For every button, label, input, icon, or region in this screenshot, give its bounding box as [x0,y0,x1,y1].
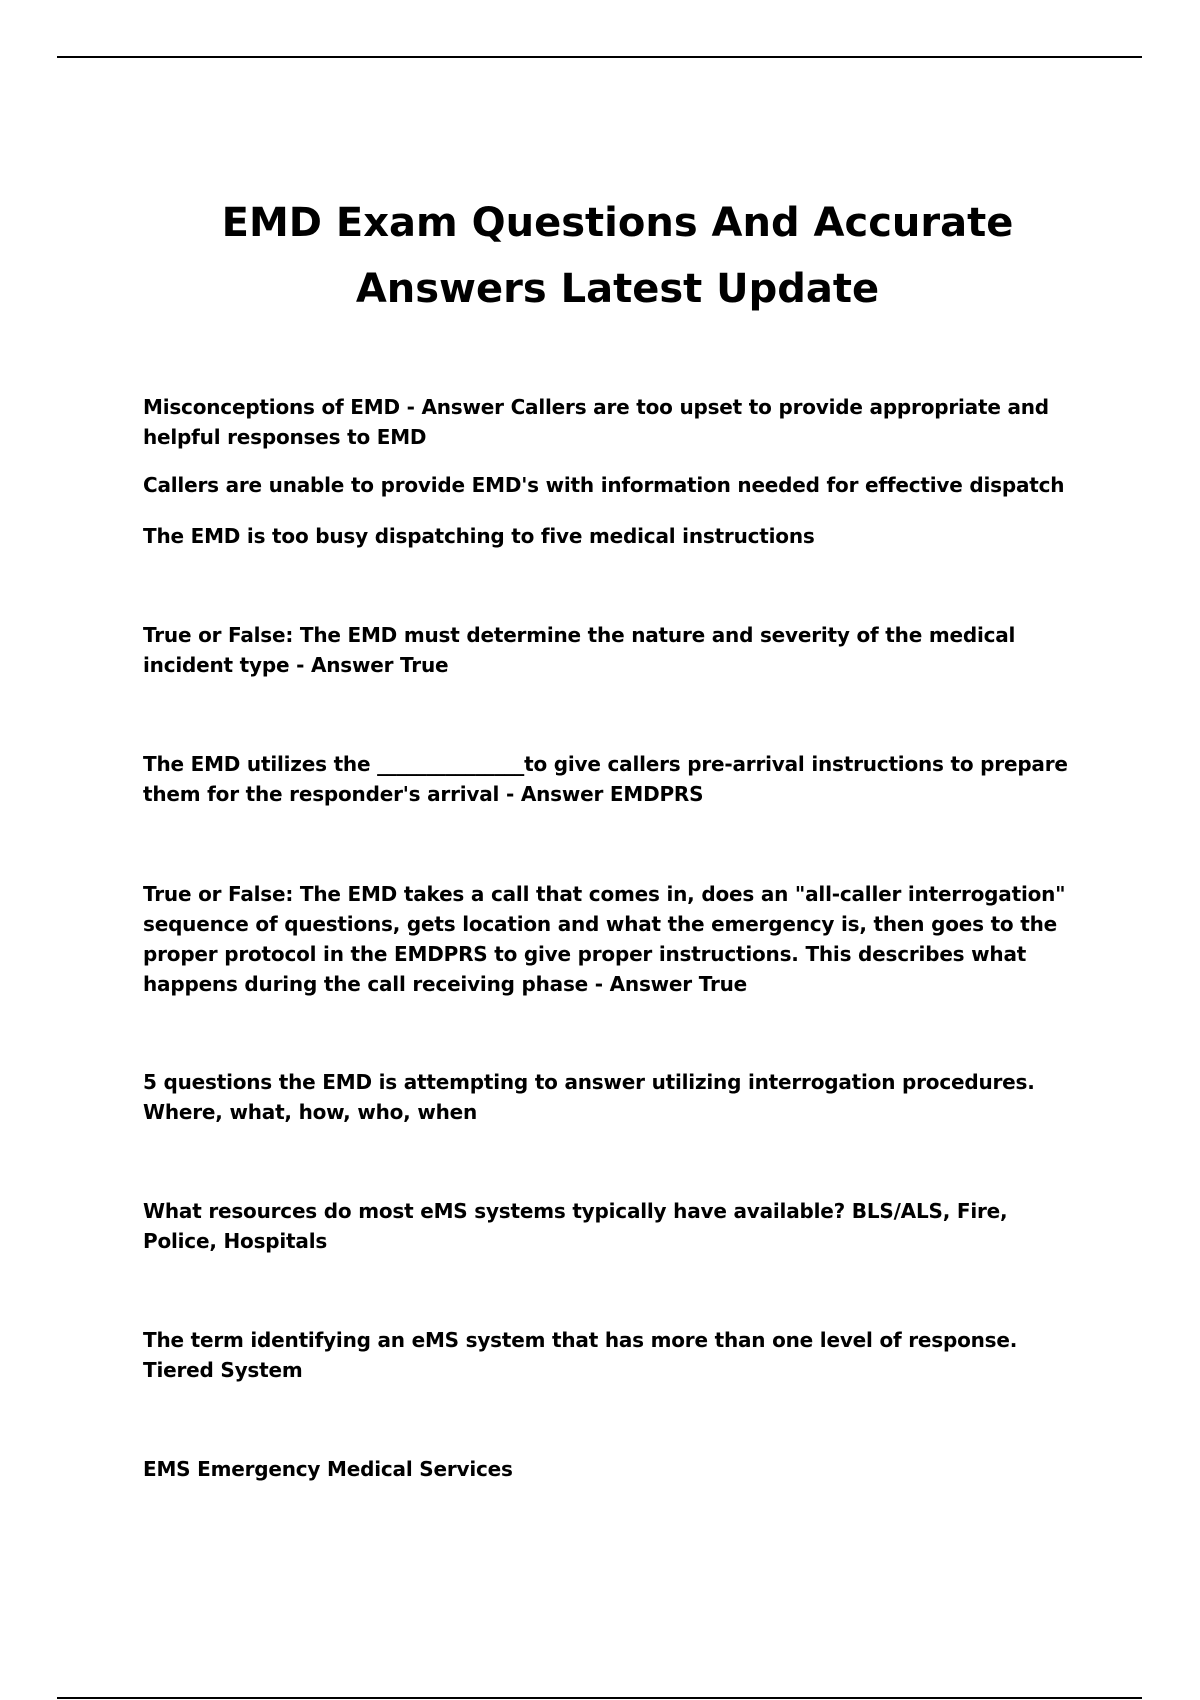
title-line-1: EMD Exam Questions And Accurate [221,200,1014,246]
paragraph-2: Callers are unable to provide EMD's with information needed for effective dispatch [143,473,1065,497]
paragraph-7: 5 questions the EMD is attempting to answer utilizing interrogation procedures. Where, what, how, who, when [143,1070,1035,1124]
paragraph-10: EMS Emergency Medical Services [143,1457,513,1481]
paragraph-1: Misconceptions of EMD - Answer Callers are too upset to provide appropriate and helpful responses to EMD [143,395,1049,449]
paragraph-4: True or False: The EMD must determine the nature and severity of the medical incident type - Answer True [143,623,1016,677]
top-divider [57,56,1142,58]
title-line-2: Answers Latest Update [355,266,880,312]
paragraph-8: What resources do most eMS systems typically have available? BLS/ALS, Fire, Police, Hospitals [143,1199,1008,1253]
paragraph-3: The EMD is too busy dispatching to five medical instructions [143,524,815,548]
paragraph-5: The EMD utilizes the _______________to give callers pre-arrival instructions to prepare them for the responder's arrival - Answer EMDPRS [143,752,1068,806]
paragraph-6: True or False: The EMD takes a call that comes in, does an "all-caller interrogation" sequence of questions, gets location and what the emergency is, then goes to the proper protocol in the EMDPRS to give proper instructions. This describes what happens during the call receiving phase - Answer True [143,882,1066,996]
document-title [150,190,1085,322]
bottom-divider [57,1697,1142,1699]
paragraph-9: The term identifying an eMS system that has more than one level of response. Tiered System [143,1328,1018,1382]
